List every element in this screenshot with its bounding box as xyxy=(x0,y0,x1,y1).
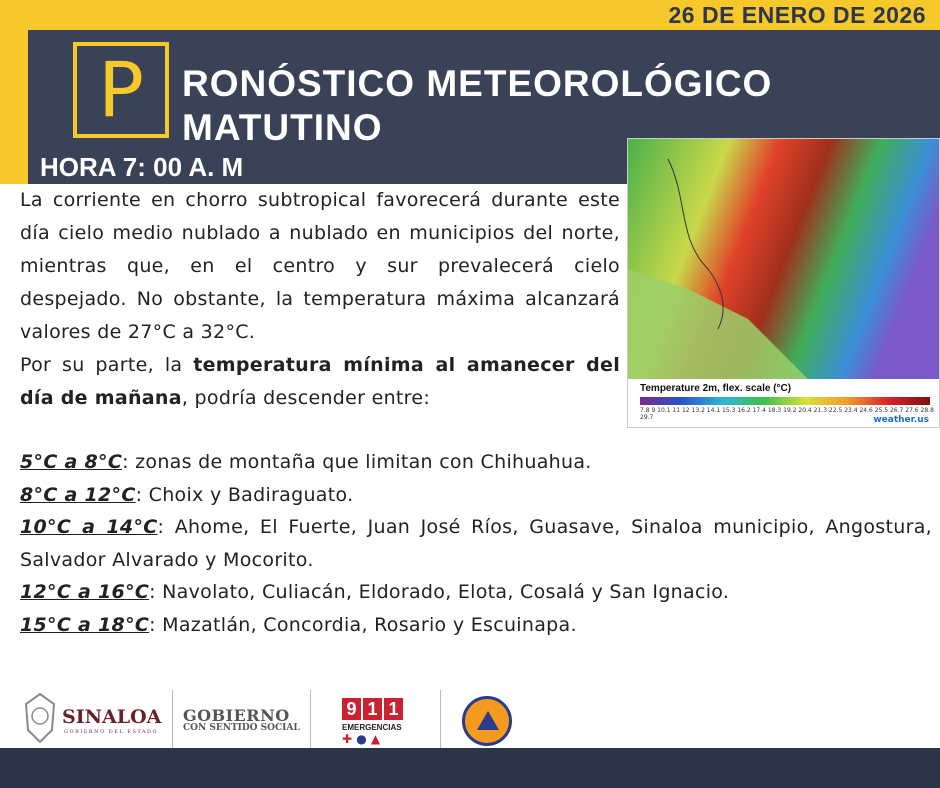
page-title xyxy=(182,62,772,150)
sinaloa-logo-text: SINALOA xyxy=(62,706,162,728)
range-places: : Navolato, Culiacán, Eldorado, Elota, Cosalá y San Ignacio. xyxy=(149,581,730,603)
gobierno-logo-subtext: CON SENTIDO SOCIAL xyxy=(183,723,300,733)
date-label: 26 DE ENERO DE 2026 xyxy=(668,2,926,28)
temperature-range-list xyxy=(20,446,932,641)
min-temp-paragraph xyxy=(20,349,620,415)
weather-us-logo: weather.us xyxy=(873,415,929,425)
divider xyxy=(440,690,441,750)
min-temp-bold: temperatura mínima al amanecer del día de mañana xyxy=(20,354,621,409)
min-temp-end: , podría descender entre: xyxy=(181,387,431,409)
range-places: : Choix y Badiraguato. xyxy=(135,483,354,506)
range-places: : Ahome, El Fuerte, Juan José Ríos, Guasave, Sinaloa municipio, Angostura, Salvador Alvarado y Mocorito. xyxy=(20,516,932,571)
forecast-text xyxy=(20,184,620,415)
range-label: 8°C a 12°C xyxy=(20,483,136,506)
digit: 1 xyxy=(384,698,403,720)
proteccion-civil-badge-icon xyxy=(462,696,512,746)
temperature-map-image xyxy=(628,139,939,379)
list-item xyxy=(20,446,932,479)
initial-letter: P xyxy=(98,45,144,134)
temperature-map xyxy=(627,138,940,428)
time-label: HORA 7: 00 A. M xyxy=(40,152,244,182)
range-label: 12°C a 16°C xyxy=(20,581,150,603)
list-item xyxy=(20,576,932,609)
range-places: : zonas de montaña que limitan con Chihuahua. xyxy=(122,451,592,473)
temperature-scale-bar xyxy=(640,397,930,405)
min-temp-intro: Por su parte, la xyxy=(20,354,194,376)
list-item xyxy=(20,479,932,512)
list-item xyxy=(20,511,932,576)
title-line-2: MATUTINO xyxy=(182,107,383,148)
title-line-1: RONÓSTICO METEOROLÓGICO xyxy=(182,63,773,104)
scale-values: 7.8 9 10.1 11 12 13.2 14.1 15.3 16.2 17.4 18.3 19.2 20.4 21.3 22.5 23.4 24.6 25.5 26.7 27.6 28.8 29.7 xyxy=(640,407,934,421)
range-label: 10°C a 14°C xyxy=(20,516,158,538)
gobierno-logo-text: GOBIERNO xyxy=(183,706,290,725)
emergencias-label: EMERGENCIAS xyxy=(342,723,402,732)
digit: 1 xyxy=(363,698,382,720)
list-item xyxy=(20,609,932,642)
divider xyxy=(310,690,311,750)
initial-box xyxy=(73,42,169,138)
range-label: 5°C a 8°C xyxy=(20,451,123,473)
header-accent-stripe xyxy=(0,30,28,184)
forecast-paragraph: La corriente en chorro subtropical favorecerá durante este día cielo medio nublado a nublado en municipios del norte, mientras que, en el centro y sur prevalecerá cielo despejado. No obstante, la temperatura máxima alcanzará valores de 27°C a 32°C. xyxy=(20,189,620,343)
emergencias-911-logo xyxy=(342,698,403,746)
range-places: : Mazatlán, Concordia, Rosario y Escuinapa. xyxy=(149,613,577,636)
footer-bar xyxy=(0,748,940,788)
map-caption: Temperature 2m, flex. scale (°C) xyxy=(640,383,792,394)
sinaloa-crest-icon xyxy=(22,692,58,744)
range-label: 15°C a 18°C xyxy=(20,613,150,636)
divider xyxy=(172,690,173,750)
digit: 9 xyxy=(342,698,361,720)
sinaloa-logo-subtext: GOBIERNO DEL ESTADO xyxy=(64,729,159,735)
emergency-icons: ✚ ● ▲ xyxy=(342,732,381,746)
